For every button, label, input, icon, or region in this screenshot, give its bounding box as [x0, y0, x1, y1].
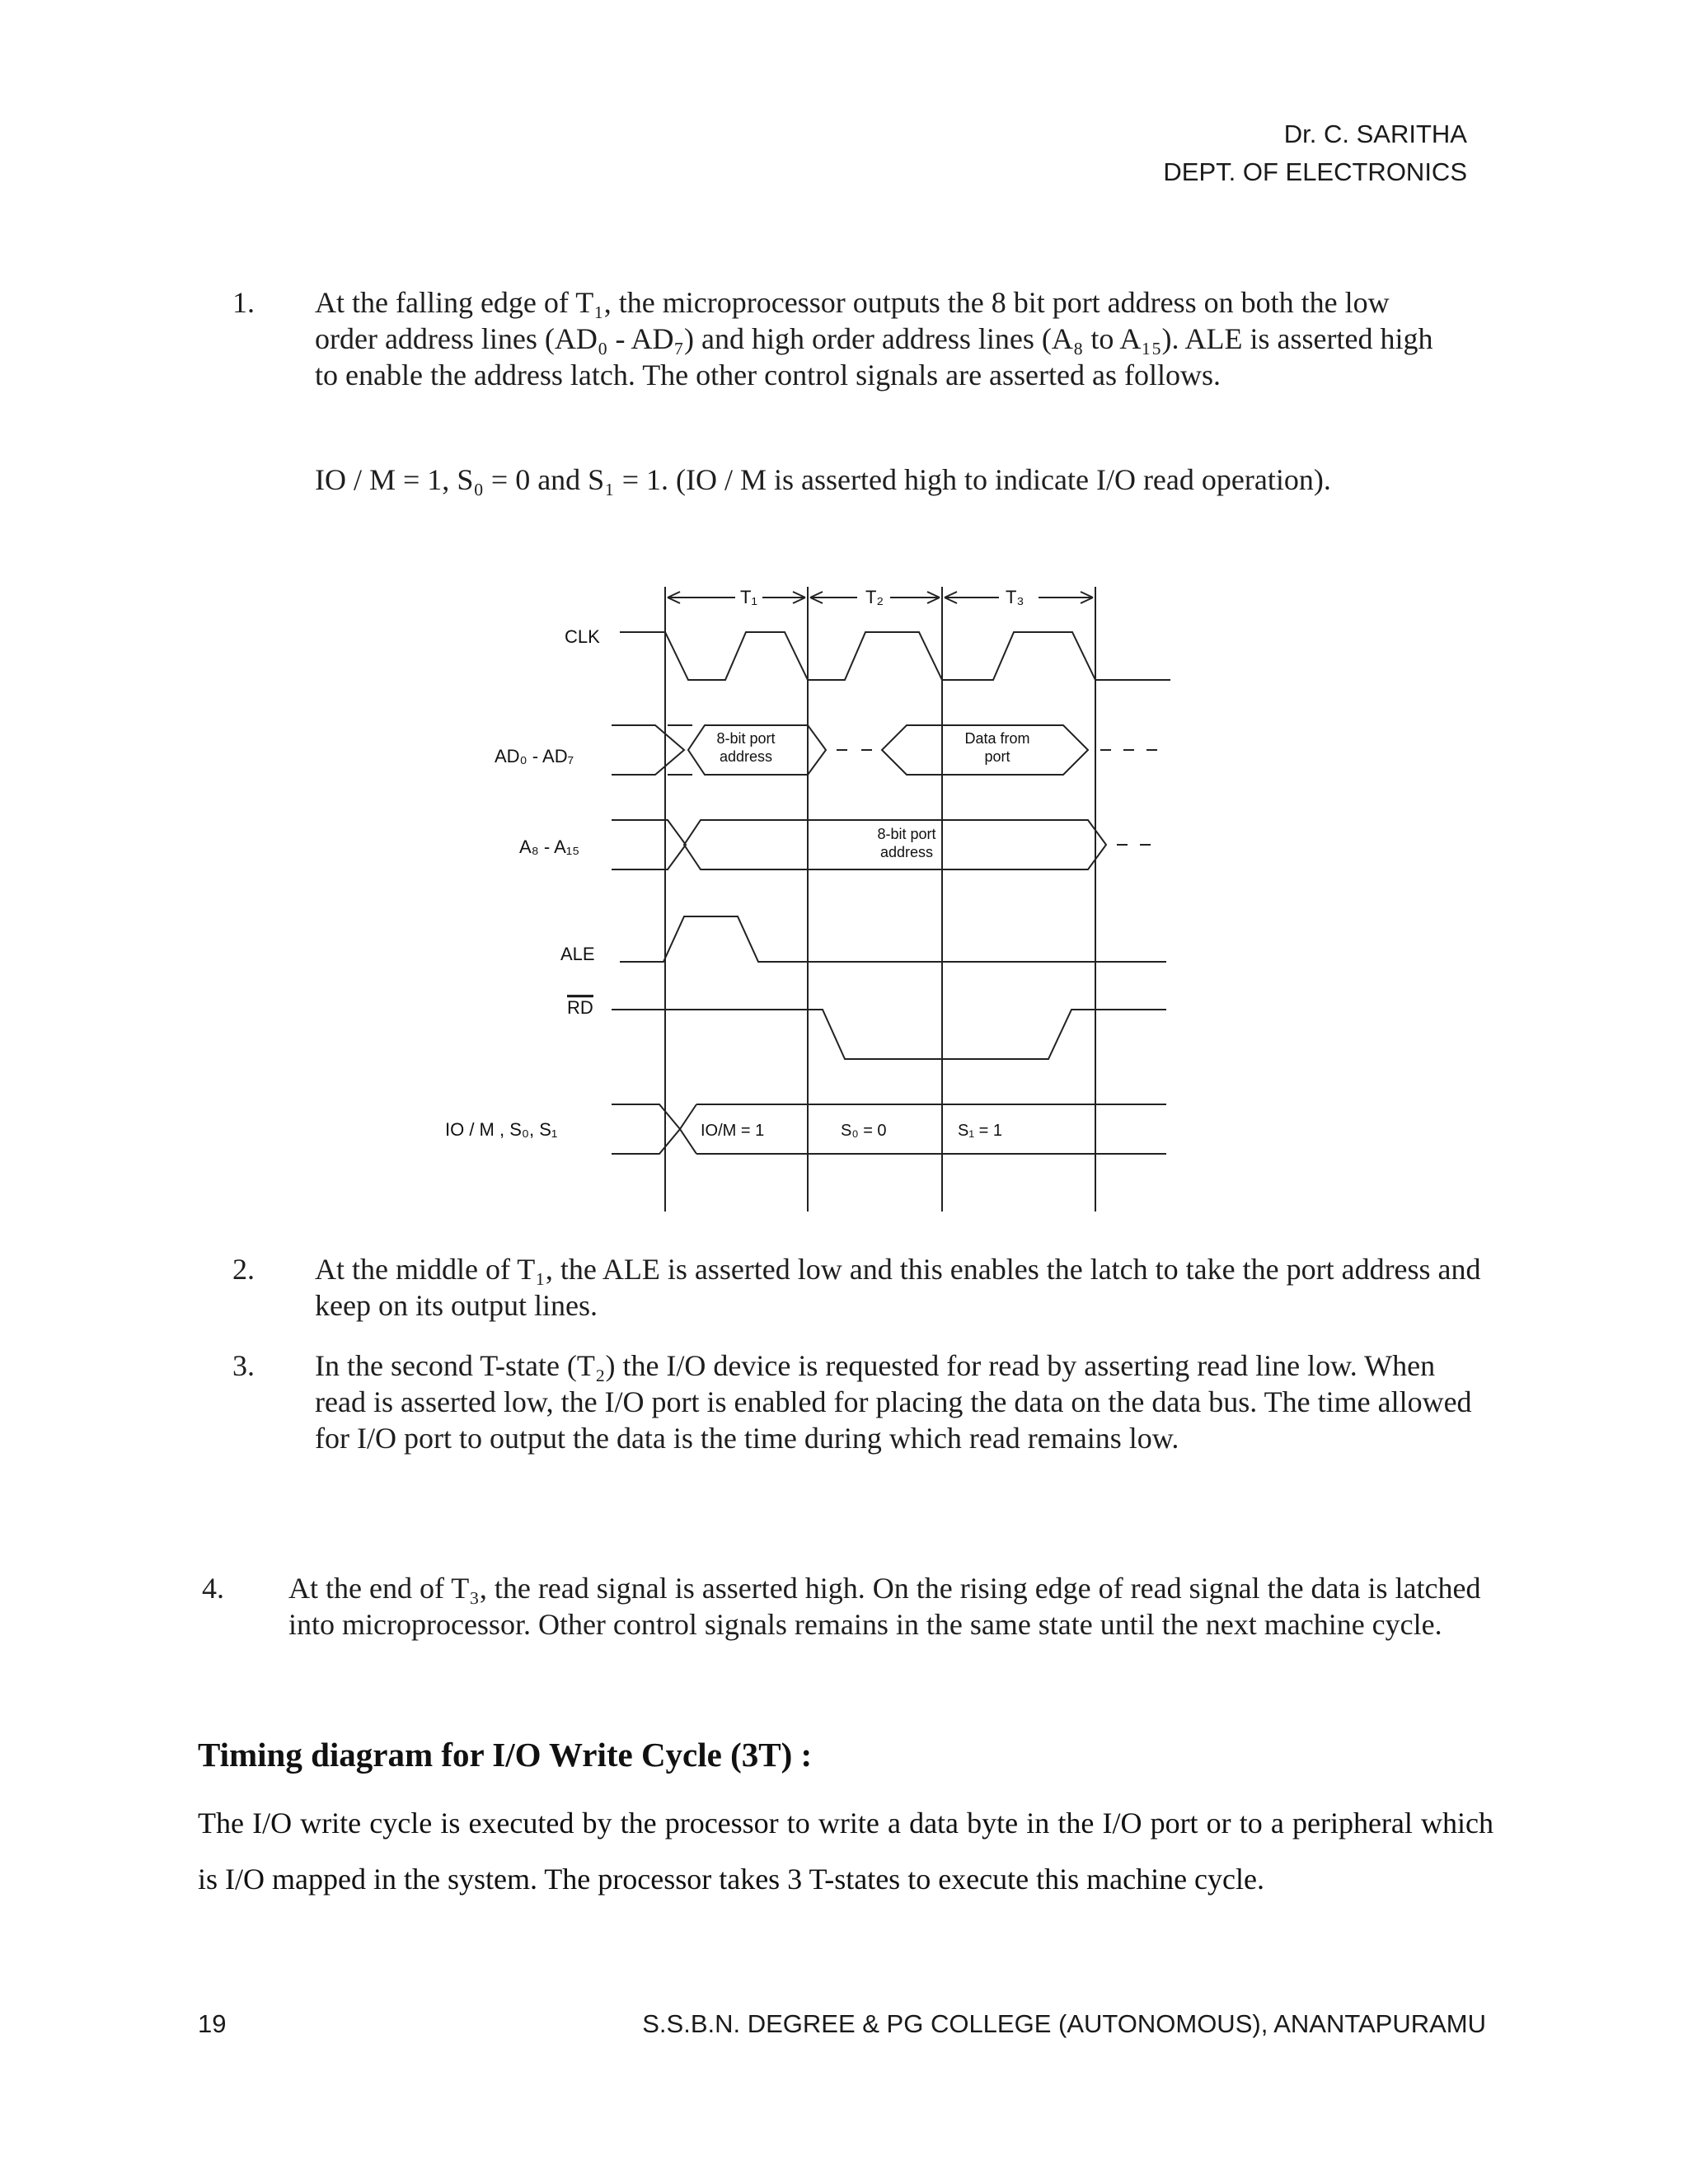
a-address-line1: 8-bit port [877, 826, 936, 842]
page-number: 19 [198, 2009, 227, 2038]
s0-value: S₀ = 0 [841, 1122, 887, 1140]
step-number: 1. [232, 286, 255, 319]
t3-arrow-left [945, 592, 999, 603]
t3-label: T₃ [1006, 587, 1025, 607]
t1-arrow-left [668, 592, 735, 603]
a-bus-before [612, 820, 686, 869]
io-m-note-start: (IO / M [676, 463, 767, 496]
status-assignment: S₀ = 0 and S₁ = 1. [457, 463, 669, 496]
rd-label: RD [567, 997, 593, 1018]
step-2 [232, 1251, 1493, 1324]
department-name: DEPT. OF ELECTRONICS [1163, 157, 1467, 186]
ale-waveform [620, 916, 1166, 962]
step-3 [232, 1347, 1493, 1456]
ad-label: AD₀ - AD₇ [495, 746, 574, 766]
t1-arrow-right [762, 592, 805, 603]
t2-arrow-right [890, 592, 940, 603]
io-m-note-end: is asserted high to indicate I/O read operation). [774, 463, 1331, 496]
control-signals-line [315, 462, 1444, 498]
step-text: At the end of T₃, the read signal is asserted high. On the rising edge of read signal the data is latched into microprocessor. Other control signals remains in the same state until the next machine cycle. [288, 1572, 1481, 1641]
ad-data-line1: Data from [964, 730, 1030, 747]
step-text: At the middle of T₁, the ALE is asserted low and this enables the latch to take the port address and keep on its output lines. [315, 1253, 1481, 1322]
step-1 [232, 284, 1444, 393]
t2-label: T₂ [865, 587, 884, 607]
author-name: Dr. C. SARITHA [1283, 120, 1467, 148]
step-text: At the falling edge of T₁, the microprocessor outputs the 8 bit port address on both the low order address lines (AD₀ - AD₇) and high order address lines (A₈ to A₁₅). ALE is asserted high to enable the address latch. The other control signals are asserted as follows. [315, 286, 1433, 391]
step-number: 2. [232, 1253, 255, 1286]
clk-label: CLK [565, 626, 600, 647]
io-bus-before [612, 1104, 680, 1154]
ad-address-line1: 8-bit port [716, 730, 776, 747]
clk-waveform [620, 632, 1170, 680]
step-number: 4. [202, 1572, 224, 1605]
ale-label: ALE [560, 944, 595, 964]
rd-waveform [612, 1010, 1166, 1059]
t3-arrow-right [1039, 592, 1093, 603]
io-read-timing-diagram [429, 577, 1187, 1220]
section-heading: Timing diagram for I/O Write Cycle (3T) : [198, 1736, 813, 1774]
ad-address-line2: address [719, 748, 773, 765]
section-paragraph: The I/O write cycle is executed by the processor to write a data byte in the I/O port or to a peripheral which is I/O mapped in the system. The processor takes 3 T-states to execute this machine cycle. [198, 1807, 1493, 1896]
io-m-assignment: IO / M = 1, [315, 463, 450, 496]
io-m-value: IO/M = 1 [701, 1122, 765, 1140]
ad-data-line2: port [984, 748, 1010, 765]
t1-label: T₁ [740, 587, 757, 607]
s1-value: S₁ = 1 [958, 1122, 1003, 1140]
a-label: A₈ - A₁₅ [519, 837, 580, 857]
a-address-line2: address [879, 844, 934, 860]
t2-arrow-left [810, 592, 857, 603]
page-header [1163, 115, 1467, 191]
step-4 [202, 1570, 1484, 1643]
college-name: S.S.B.N. DEGREE & PG COLLEGE (AUTONOMOUS), ANANTAPURAMU [642, 2009, 1486, 2038]
step-number: 3. [232, 1349, 255, 1382]
ad-bus-before [612, 725, 684, 775]
step-text: In the second T-state (T₂) the I/O device is requested for read by asserting read line low. When read is asserted low, the I/O port is enabled for placing the data on the data bus. The time allowed for I/O port to output the data is the time during which read remains low. [315, 1349, 1472, 1455]
io-label: IO / M , S₀, S₁ [445, 1119, 558, 1140]
